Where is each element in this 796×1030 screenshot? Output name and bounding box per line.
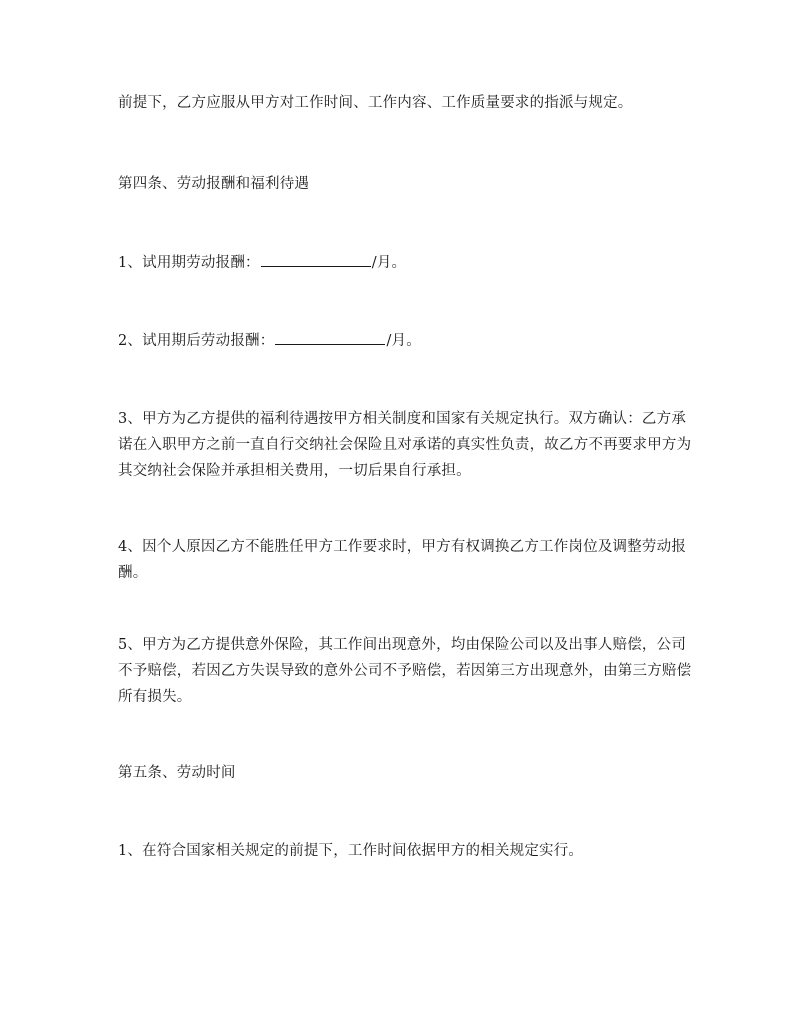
item-4-2-unit: /月。	[386, 333, 421, 349]
probation-salary-blank	[261, 252, 371, 267]
article-4-heading: 第四条、劳动报酬和福利待遇	[118, 176, 310, 192]
item-4-1	[118, 250, 698, 276]
post-probation-salary-blank	[275, 330, 385, 345]
item-4-2-label: 2、试用期后劳动报酬：	[118, 333, 275, 349]
paragraph-continued: 前提下，乙方应服从甲方对工作时间、工作内容、工作质量要求的指派与规定。	[118, 95, 633, 111]
article-5-heading: 第五条、劳动时间	[118, 765, 236, 781]
item-4-4: 4、因个人原因乙方不能胜任甲方工作要求时，甲方有权调换乙方工作岗位及调整劳动报酬。	[118, 539, 687, 581]
item-4-3: 3、甲方为乙方提供的福利待遇按甲方相关制度和国家有关规定执行。双方确认：乙方承诺在入职甲方之前一直自行交纳社会保险且对承诺的真实性负责，故乙方不再要求甲方为其交纳社会保险并承担相关费用，一切后果自行承担。	[118, 411, 692, 479]
item-4-1-unit: /月。	[371, 255, 407, 271]
item-4-1-label: 1、试用期劳动报酬：	[118, 255, 260, 271]
item-5-1: 1、在符合国家相关规定的前提下，工作时间依据甲方的相关规定实行。	[118, 843, 584, 859]
item-4-5: 5、甲方为乙方提供意外保险，其工作间出现意外，均由保险公司以及出事人赔偿，公司不予赔偿，若因乙方失误导致的意外公司不予赔偿，若因第三方出现意外，由第三方赔偿所有损失。	[118, 637, 692, 705]
item-4-2	[118, 328, 698, 354]
